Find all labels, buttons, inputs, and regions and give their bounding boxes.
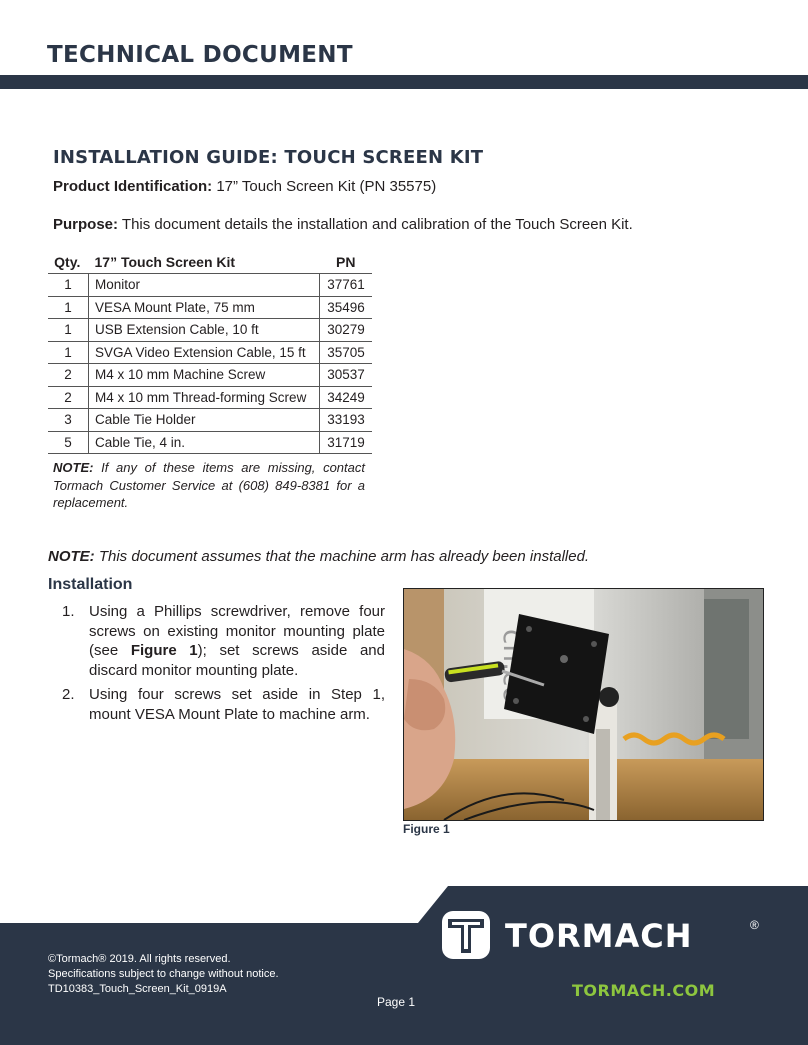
assumption-note-text: This document assumes that the machine arm has already been installed. [94, 548, 590, 565]
copyright-text: ©Tormach® 2019. All rights reserved. [48, 953, 231, 965]
step-item [62, 602, 385, 680]
step-text: Using a Phillips screwdriver, remove four screws on existing monitor mounting plate (see Figure 1); set screws aside and discard monitor mounting plate. [89, 603, 385, 679]
footer [0, 886, 808, 1045]
note-text: If any of these items are missing, contact Tormach Customer Service at (608) 849-8381 for a replacement. [53, 460, 365, 510]
assumption-note-label: NOTE: [48, 548, 95, 565]
desc-cell: M4 x 10 mm Machine Screw [89, 364, 320, 387]
product-label: Product Identification: [53, 178, 213, 195]
table-row [48, 409, 372, 432]
pn-cell: 31719 [320, 431, 373, 454]
step-item [62, 685, 385, 724]
header-bar [0, 75, 808, 89]
desc-cell: M4 x 10 mm Thread-forming Screw [89, 386, 320, 409]
purpose-label: Purpose: [53, 216, 119, 233]
installation-heading: Installation [48, 576, 133, 593]
note-label: NOTE: [53, 460, 94, 475]
pn-cell: 30537 [320, 364, 373, 387]
product-value: 17” Touch Screen Kit (PN 35575) [212, 178, 437, 195]
installation-photo-illustration [404, 589, 763, 820]
qty-cell: 1 [48, 341, 89, 364]
installation-steps [62, 602, 385, 729]
pn-header: PN [320, 250, 373, 274]
step-number: 2. [62, 686, 75, 703]
table-row [48, 431, 372, 454]
assumption-note [48, 548, 589, 565]
pn-cell: 34249 [320, 386, 373, 409]
pn-cell: 35496 [320, 296, 373, 319]
table-row [48, 274, 372, 297]
pn-cell: 30279 [320, 319, 373, 342]
website-link[interactable]: TORMACH.COM [572, 981, 716, 1000]
step-number: 1. [62, 603, 75, 620]
qty-cell: 1 [48, 296, 89, 319]
parts-table [48, 250, 372, 454]
notice-text: Specifications subject to change without notice. [48, 968, 279, 980]
desc-cell: Cable Tie, 4 in. [89, 431, 320, 454]
tormach-logo-icon [442, 911, 490, 959]
qty-header: Qty. [48, 250, 89, 274]
purpose-value: This document details the installation and calibration of the Touch Screen Kit. [118, 216, 633, 233]
qty-cell: 5 [48, 431, 89, 454]
parts-table-header [48, 250, 372, 274]
desc-cell: Cable Tie Holder [89, 409, 320, 432]
purpose-line [53, 216, 633, 233]
table-row [48, 364, 372, 387]
qty-cell: 2 [48, 364, 89, 387]
figure-reference: Figure 1 [130, 642, 198, 659]
desc-header: 17” Touch Screen Kit [89, 250, 320, 274]
missing-items-note [53, 459, 365, 512]
pn-cell: 33193 [320, 409, 373, 432]
desc-cell: USB Extension Cable, 10 ft [89, 319, 320, 342]
step-text: Using four screws set aside in Step 1, mount VESA Mount Plate to machine arm. [89, 686, 385, 723]
desc-cell: SVGA Video Extension Cable, 15 ft [89, 341, 320, 364]
pn-cell: 35705 [320, 341, 373, 364]
footer-background [0, 886, 808, 1045]
registered-mark: ® [750, 918, 759, 932]
desc-cell: Monitor [89, 274, 320, 297]
qty-cell: 1 [48, 274, 89, 297]
figure-label: Figure 1 [403, 822, 450, 836]
product-identification [53, 178, 436, 195]
document-type-title: TECHNICAL DOCUMENT [47, 42, 353, 68]
table-row [48, 296, 372, 319]
qty-cell: 2 [48, 386, 89, 409]
brand-name: TORMACH [505, 917, 693, 955]
table-row [48, 341, 372, 364]
table-row [48, 319, 372, 342]
qty-cell: 1 [48, 319, 89, 342]
document-id: TD10383_Touch_Screen_Kit_0919A [48, 983, 227, 995]
pn-cell: 37761 [320, 274, 373, 297]
guide-title: INSTALLATION GUIDE: TOUCH SCREEN KIT [53, 147, 484, 168]
page-number: Page 1 [377, 995, 416, 1009]
desc-cell: VESA Mount Plate, 75 mm [89, 296, 320, 319]
table-row [48, 386, 372, 409]
qty-cell: 3 [48, 409, 89, 432]
figure-1-photo [403, 588, 764, 821]
